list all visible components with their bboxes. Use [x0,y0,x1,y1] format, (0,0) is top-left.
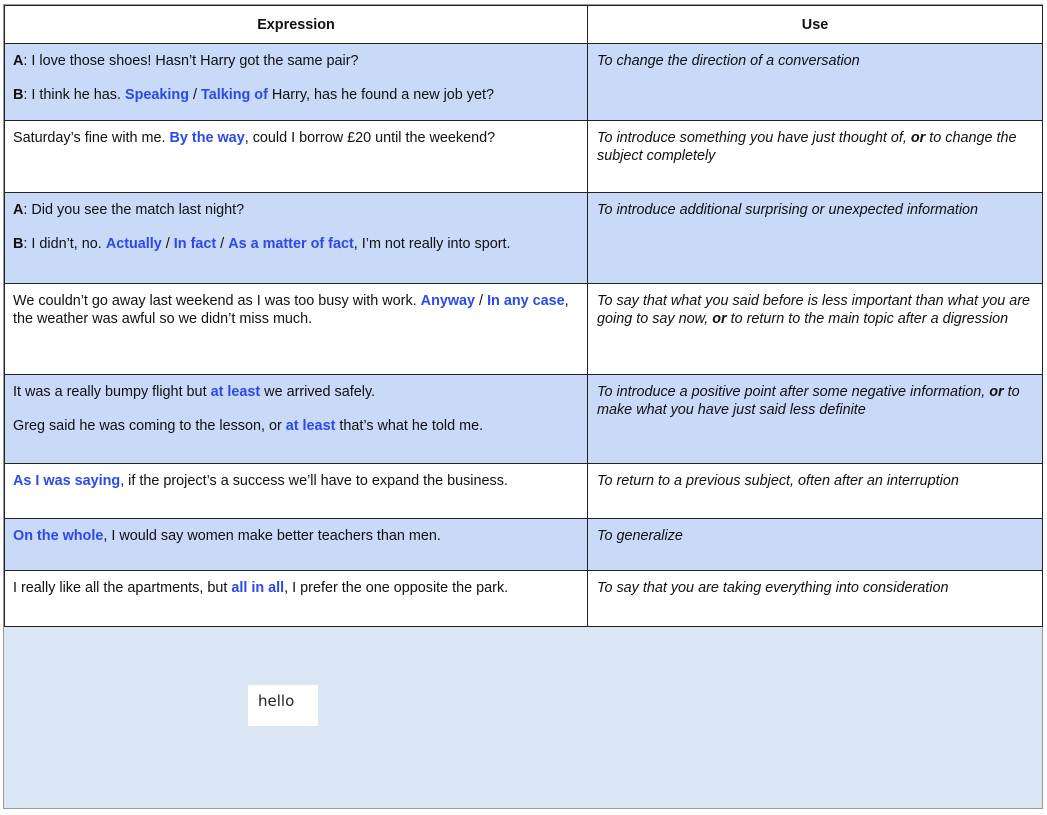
table-row [5,375,1043,464]
expression-text: , I prefer the one opposite the park. [284,580,509,596]
expressions-table [4,5,1043,627]
expression-text: we arrived safely. [260,384,376,400]
speaker-label: B [13,87,24,103]
expression-text: / [161,236,174,252]
speaker-label: A [13,202,24,218]
expression-line [13,527,579,545]
key-phrase: all in all [231,580,285,596]
expression-cell [5,519,588,571]
expression-text: that’s what he told me. [335,418,484,434]
expression-line [13,292,579,328]
use-text: To change the direction of a conversation [597,53,860,69]
expression-cell [5,464,588,519]
speaker-label: B [13,236,24,252]
expression-text: It was a really bumpy flight but [13,384,211,400]
use-text: To generalize [597,528,683,544]
table-row [5,121,1043,193]
speaker-label: A [13,53,24,69]
use-cell [588,375,1043,464]
expression-line [13,579,579,597]
expression-text: Harry, has he found a new job yet? [267,87,494,103]
table-row [5,519,1043,571]
use-text: To say that what you said before is less important than what you are going to say now, [597,293,1031,327]
table-header-row [5,6,1043,44]
use-emphasis: or [910,130,926,146]
expression-text: We couldn’t go away last weekend as I was too busy with work. [13,293,421,309]
table-row [5,44,1043,121]
header-use: Use [588,6,1043,44]
key-phrase: Speaking [125,87,189,103]
key-phrase: Talking of [200,87,268,103]
hello-textbox[interactable]: hello [248,685,318,726]
expression-line [13,417,579,435]
expression-cell [5,375,588,464]
use-cell [588,571,1043,627]
table-body [5,44,1043,627]
expression-text: Saturday’s fine with me. [13,130,170,146]
key-phrase: By the way [169,130,245,146]
use-text: To introduce additional surprising or unexpected information [597,202,979,218]
expression-line [13,235,579,253]
use-text: to return to the main topic after a digression [726,311,1009,327]
header-expression: Expression [5,6,588,44]
use-cell [588,519,1043,571]
expression-text: : I love those shoes! Hasn’t Harry got the same pair? [23,53,359,69]
table-row [5,464,1043,519]
table-row [5,284,1043,375]
expression-cell [5,284,588,375]
key-phrase: Anyway [420,293,476,309]
use-text: to make what you have just said less definite [597,384,1020,418]
key-phrase: On the whole [13,528,104,544]
use-text: To introduce a positive point after some negative information, [597,384,990,400]
expression-line [13,201,579,219]
use-cell [588,121,1043,193]
expression-cell [5,121,588,193]
expression-line [13,86,579,104]
use-cell [588,193,1043,284]
expression-text: / [216,236,229,252]
expression-cell [5,44,588,121]
key-phrase: Actually [105,236,162,252]
use-text: To return to a previous subject, often after an interruption [597,473,959,489]
table-row [5,193,1043,284]
key-phrase: In any case [487,293,565,309]
expression-cell [5,193,588,284]
use-text: To introduce something you have just thought of, [597,130,911,146]
key-phrase: As I was saying [13,473,121,489]
expression-text: : I think he has. [23,87,125,103]
expression-text: , the weather was awful so we didn’t miss much. [13,293,569,327]
expression-line [13,52,579,70]
key-phrase: In fact [173,236,217,252]
expression-text: : I didn’t, no. [23,236,106,252]
use-emphasis: or [989,384,1004,400]
use-emphasis: or [712,311,727,327]
expression-line [13,129,579,147]
expression-text: , if the project’s a success we’ll have to expand the business. [120,473,508,489]
use-text: to change the subject completely [597,130,1017,164]
expression-text: I really like all the apartments, but [13,580,232,596]
use-cell [588,464,1043,519]
expression-text: , I would say women make better teachers than men. [103,528,441,544]
expression-text: , I’m not really into sport. [353,236,511,252]
expression-line [13,383,579,401]
use-text: To say that you are taking everything into consideration [597,580,949,596]
key-phrase: at least [210,384,261,400]
use-cell [588,44,1043,121]
expression-text: / [475,293,488,309]
expression-cell [5,571,588,627]
expression-text: / [188,87,201,103]
expression-text: Greg said he was coming to the lesson, or [13,418,286,434]
expression-line [13,472,579,490]
expression-text: : Did you see the match last night? [23,202,245,218]
use-cell [588,284,1043,375]
table-row [5,571,1043,627]
expression-text: , could I borrow £20 until the weekend? [244,130,496,146]
key-phrase: at least [285,418,336,434]
key-phrase: As a matter of fact [228,236,354,252]
